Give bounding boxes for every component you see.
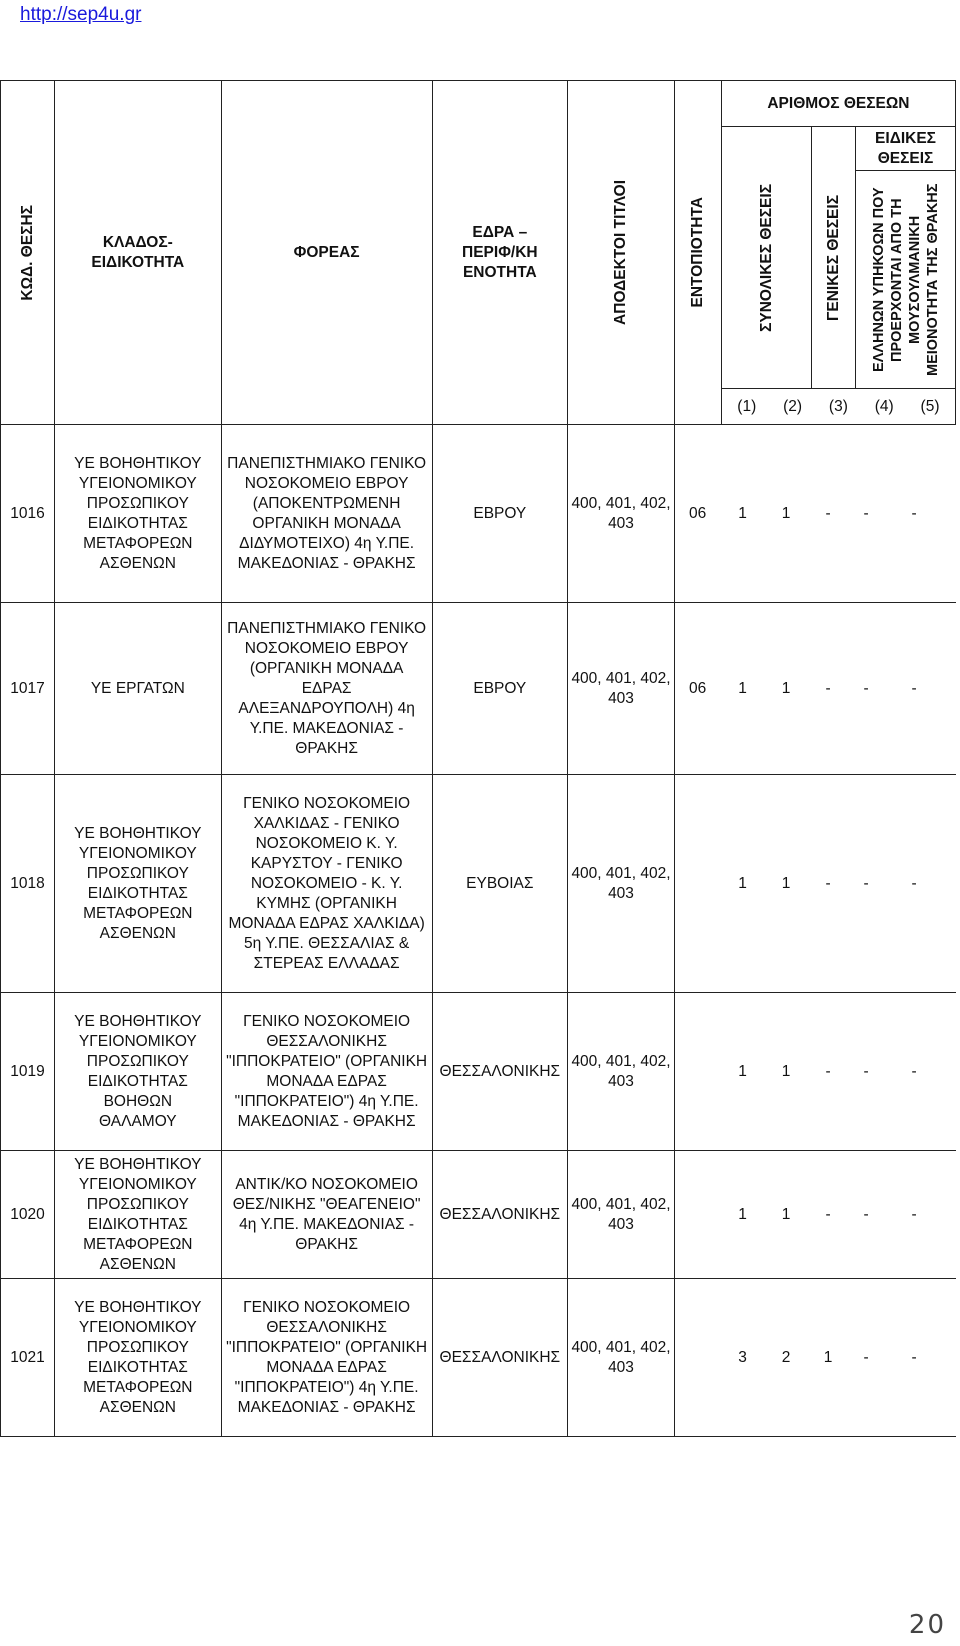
- row-count: -: [911, 1205, 917, 1223]
- row-region: ΘΕΣΣΑΛΟΝΙΚΗΣ: [432, 1151, 567, 1279]
- row-titles: 400, 401, 402, 403: [567, 1279, 674, 1437]
- page-number: 20: [908, 1610, 946, 1640]
- row-region: ΕΒΡΟΥ: [432, 603, 567, 775]
- row-code: 1017: [1, 603, 55, 775]
- col-num: (5): [920, 397, 940, 415]
- row-locality: 06: [688, 679, 707, 697]
- row-count: 3: [738, 1348, 747, 1366]
- row-count: 1: [738, 679, 747, 697]
- header-general: ΓΕΝΙΚΕΣ ΘΕΣΕΙΣ: [812, 127, 856, 389]
- row-agency: ΠΑΝΕΠΙΣΤΗΜΙΑΚΟ ΓΕΝΙΚΟ ΝΟΣΟΚΟΜΕΙΟ ΕΒΡΟΥ (ΑΠΟΚΕΝΤΡΩΜΕΝΗ ΟΡΓΑΝΙΚΗ ΜΟΝΑΔΑ ΔΙΔΥΜΟΤΕΙΧΟ) 4η Υ.ΠΕ. ΜΑΚΕΔΟΝΙΑΣ - ΘΡΑΚΗΣ: [221, 425, 432, 603]
- row-count: -: [911, 1062, 917, 1080]
- row-count: -: [825, 1205, 831, 1223]
- row-count: -: [825, 1062, 831, 1080]
- row-code: 1018: [1, 775, 55, 993]
- row-titles: 400, 401, 402, 403: [567, 1151, 674, 1279]
- row-count: -: [863, 1205, 869, 1223]
- row-region: ΕΒΡΟΥ: [432, 425, 567, 603]
- row-count: 1: [738, 504, 747, 522]
- row-count: 1: [781, 504, 791, 522]
- header-code: ΚΩΔ. ΘΕΣΗΣ: [1, 81, 55, 425]
- row-agency: ΠΑΝΕΠΙΣΤΗΜΙΑΚΟ ΓΕΝΙΚΟ ΝΟΣΟΚΟΜΕΙΟ ΕΒΡΟΥ (ΟΡΓΑΝΙΚΗ ΜΟΝΑΔΑ ΕΔΡΑΣ ΑΛΕΞΑΝΔΡΟΥΠΟΛΗ) 4η Υ.ΠΕ. ΜΑΚΕΔΟΝΙΑΣ - ΘΡΑΚΗΣ: [221, 603, 432, 775]
- row-specialty: ΥΕ ΒΟΗΘΗΤΙΚΟΥ ΥΓΕΙΟΝΟΜΙΚΟΥ ΠΡΟΣΩΠΙΚΟΥ ΕΙΔΙΚΟΤΗΤΑΣ ΜΕΤΑΦΟΡΕΩΝ ΑΣΘΕΝΩΝ: [55, 1151, 221, 1279]
- row-region: ΘΕΣΣΑΛΟΝΙΚΗΣ: [432, 1279, 567, 1437]
- row-counts: [675, 603, 956, 775]
- row-count: -: [911, 874, 917, 892]
- row-count: -: [863, 679, 869, 697]
- row-count: -: [863, 1062, 869, 1080]
- positions-table: [0, 80, 956, 1437]
- row-titles: 400, 401, 402, 403: [567, 993, 674, 1151]
- row-titles: 400, 401, 402, 403: [567, 425, 674, 603]
- row-count: 1: [738, 1062, 747, 1080]
- row-count: -: [911, 679, 917, 697]
- row-count: 1: [781, 874, 791, 892]
- row-agency: ΑΝΤΙΚ/ΚΟ ΝΟΣΟΚΟΜΕΙΟ ΘΕΣ/ΝΙΚΗΣ "ΘΕΑΓΕΝΕΙΟ" 4η Υ.ΠΕ. ΜΑΚΕΔΟΝΙΑΣ - ΘΡΑΚΗΣ: [221, 1151, 432, 1279]
- table-row: [1, 603, 956, 775]
- row-specialty: ΥΕ ΒΟΗΘΗΤΙΚΟΥ ΥΓΕΙΟΝΟΜΙΚΟΥ ΠΡΟΣΩΠΙΚΟΥ ΕΙΔΙΚΟΤΗΤΑΣ ΜΕΤΑΦΟΡΕΩΝ ΑΣΘΕΝΩΝ: [55, 775, 221, 993]
- row-titles: 400, 401, 402, 403: [567, 775, 674, 993]
- row-count: 1: [781, 679, 791, 697]
- table-row: [1, 1151, 956, 1279]
- row-count: -: [863, 1348, 869, 1366]
- row-code: 1020: [1, 1151, 55, 1279]
- row-count: -: [863, 504, 869, 522]
- table-row: [1, 1279, 956, 1437]
- col-num: (3): [828, 397, 848, 415]
- row-specialty: ΥΕ ΒΟΗΘΗΤΙΚΟΥ ΥΓΕΙΟΝΟΜΙΚΟΥ ΠΡΟΣΩΠΙΚΟΥ ΕΙΔΙΚΟΤΗΤΑΣ ΒΟΗΘΩΝ ΘΑΛΑΜΟΥ: [55, 993, 221, 1151]
- header-positions-group: ΑΡΙΘΜΟΣ ΘΕΣΕΩΝ: [721, 81, 955, 127]
- row-region: ΘΕΣΣΑΛΟΝΙΚΗΣ: [432, 993, 567, 1151]
- row-specialty: ΥΕ ΒΟΗΘΗΤΙΚΟΥ ΥΓΕΙΟΝΟΜΙΚΟΥ ΠΡΟΣΩΠΙΚΟΥ ΕΙΔΙΚΟΤΗΤΑΣ ΜΕΤΑΦΟΡΕΩΝ ΑΣΘΕΝΩΝ: [55, 425, 221, 603]
- row-count: 1: [781, 1205, 791, 1223]
- row-code: 1021: [1, 1279, 55, 1437]
- row-count: -: [825, 504, 831, 522]
- row-counts: [675, 425, 956, 603]
- row-count: 2: [781, 1348, 791, 1366]
- row-specialty: ΥΕ ΕΡΓΑΤΩΝ: [55, 603, 221, 775]
- row-agency: ΓΕΝΙΚΟ ΝΟΣΟΚΟΜΕΙΟ ΘΕΣΣΑΛΟΝΙΚΗΣ "ΙΠΠΟΚΡΑΤΕΙΟ" (ΟΡΓΑΝΙΚΗ ΜΟΝΑΔΑ ΕΔΡΑΣ "ΙΠΠΟΚΡΑΤΕΙΟ") 4η Υ.ΠΕ. ΜΑΚΕΔΟΝΙΑΣ - ΘΡΑΚΗΣ: [221, 1279, 432, 1437]
- row-counts: [675, 1151, 956, 1279]
- row-count: -: [825, 874, 831, 892]
- row-counts: [675, 993, 956, 1151]
- site-link[interactable]: http://sep4u.gr: [20, 4, 142, 25]
- header-titles: ΑΠΟΔΕΚΤΟΙ ΤΙΤΛΟΙ: [567, 81, 674, 425]
- table-row: [1, 425, 956, 603]
- row-count: -: [911, 504, 917, 522]
- row-counts: [675, 775, 956, 993]
- header-locality: ΕΝΤΟΠΙΟΤΗΤΑ: [675, 81, 722, 425]
- col-num: (1): [737, 397, 757, 415]
- table-row: [1, 775, 956, 993]
- header-special-group: ΕΙΔΙΚΕΣ ΘΕΣΕΙΣ: [856, 127, 956, 171]
- row-code: 1016: [1, 425, 55, 603]
- header-specialty: ΚΛΑΔΟΣ-ΕΙΔΙΚΟΤΗΤΑ: [55, 81, 221, 425]
- header-region: ΕΔΡΑ – ΠΕΡΙΦ/ΚΗ ΕΝΟΤΗΤΑ: [432, 81, 567, 425]
- row-titles: 400, 401, 402, 403: [567, 603, 674, 775]
- header-total: ΣΥΝΟΛΙΚΕΣ ΘΕΣΕΙΣ: [721, 127, 811, 389]
- row-code: 1019: [1, 993, 55, 1151]
- row-specialty: ΥΕ ΒΟΗΘΗΤΙΚΟΥ ΥΓΕΙΟΝΟΜΙΚΟΥ ΠΡΟΣΩΠΙΚΟΥ ΕΙΔΙΚΟΤΗΤΑΣ ΜΕΤΑΦΟΡΕΩΝ ΑΣΘΕΝΩΝ: [55, 1279, 221, 1437]
- row-region: ΕΥΒΟΙΑΣ: [432, 775, 567, 993]
- row-count: -: [911, 1348, 917, 1366]
- row-count: -: [863, 874, 869, 892]
- row-agency: ΓΕΝΙΚΟ ΝΟΣΟΚΟΜΕΙΟ ΘΕΣΣΑΛΟΝΙΚΗΣ "ΙΠΠΟΚΡΑΤΕΙΟ" (ΟΡΓΑΝΙΚΗ ΜΟΝΑΔΑ ΕΔΡΑΣ "ΙΠΠΟΚΡΑΤΕΙΟ") 4η Υ.ΠΕ. ΜΑΚΕΔΟΝΙΑΣ - ΘΡΑΚΗΣ: [221, 993, 432, 1151]
- row-locality: 06: [688, 504, 707, 522]
- row-count: 1: [823, 1348, 833, 1366]
- header-minority: ΕΛΛΗΝΩΝ ΥΠΗΚΟΩΝ ΠΟΥ ΠΡΟΕΡΧΟΝΤΑΙ ΑΠΟ ΤΗ ΜΟΥΣΟΥΛΜΑΝΙΚΗ ΜΕΙΟΝΟΤΗΤΑ ΤΗΣ ΘΡΑΚΗΣ: [856, 171, 956, 389]
- row-count: -: [825, 679, 831, 697]
- col-num: (4): [874, 397, 894, 415]
- column-numbers: [721, 389, 955, 425]
- header-agency: ΦΟΡΕΑΣ: [221, 81, 432, 425]
- row-count: 1: [781, 1062, 791, 1080]
- row-agency: ΓΕΝΙΚΟ ΝΟΣΟΚΟΜΕΙΟ ΧΑΛΚΙΔΑΣ - ΓΕΝΙΚΟ ΝΟΣΟΚΟΜΕΙΟ Κ. Υ. ΚΑΡΥΣΤΟΥ - ΓΕΝΙΚΟ ΝΟΣΟΚΟΜΕΙΟ - Κ. Υ. ΚΥΜΗΣ (ΟΡΓΑΝΙΚΗ ΜΟΝΑΔΑ ΕΔΡΑΣ ΧΑΛΚΙΔΑ) 5η Υ.ΠΕ. ΘΕΣΣΑΛΙΑΣ & ΣΤΕΡΕΑΣ ΕΛΛΑΔΑΣ: [221, 775, 432, 993]
- table-row: [1, 993, 956, 1151]
- row-counts: [675, 1279, 956, 1437]
- col-num: (2): [783, 397, 803, 415]
- row-count: 1: [738, 874, 747, 892]
- row-count: 1: [738, 1205, 747, 1223]
